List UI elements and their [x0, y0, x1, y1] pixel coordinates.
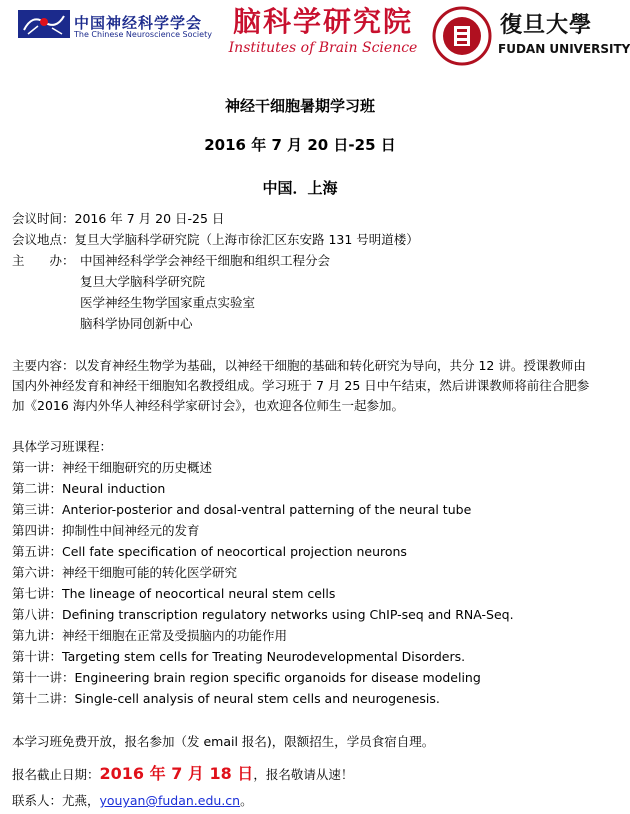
course-item: 第三讲：Anterior-posterior and dosal-ventral patterning of the neural tube	[12, 502, 472, 517]
course-item: 第六讲：神经干细胞可能的转化医学研究	[12, 565, 238, 580]
host-item: 脑科学协同创新中心	[80, 316, 193, 331]
host-label: 主 办：	[12, 253, 75, 268]
main-content: 主要内容：以发育神经生物学为基础，以神经干细胞的基础和转化研究为导向，共分 12 讲。授课教师由国内外神经发育和神经干细胞知名教授组成。学习班于 7 月 25 日中午结束，然后讲课教师将前往合肥参加《2016 海内外华人神经科学家研讨会》，也欢迎各位师生一起参加。	[12, 358, 590, 413]
header	[0, 0, 630, 72]
deadline-date: 2016 年 7 月 18 日	[99, 764, 254, 783]
ibs-logo	[228, 6, 418, 62]
course-item: 第二讲：Neural induction	[12, 481, 166, 496]
meeting-time: 会议时间：2016 年 7 月 20 日-25 日	[12, 211, 225, 226]
cns-name-en: The Chinese Neuroscience Society	[74, 30, 212, 39]
ibs-name-cn: 脑科学研究院	[232, 5, 413, 38]
event-location: 中国．上海	[262, 179, 338, 197]
neuron-icon	[18, 10, 70, 38]
event-dates: 2016 年 7 月 20 日-25 日	[204, 136, 396, 154]
deadline	[12, 762, 353, 787]
deadline-prefix: 报名截止日期：	[12, 767, 100, 782]
contact-suffix: 。	[240, 793, 253, 808]
course-item: 第四讲：抑制性中间神经元的发育	[12, 523, 200, 538]
course-item: 第九讲：神经干细胞在正常及受损脑内的功能作用	[12, 628, 288, 643]
cns-logo	[18, 10, 218, 42]
course-item: 第五讲：Cell fate specification of neocortical projection neurons	[12, 544, 407, 559]
course-item: 第七讲：The lineage of neocortical neural stem cells	[12, 586, 336, 601]
fudan-seal-icon	[432, 6, 492, 66]
host-item: 中国神经科学学会神经干细胞和组织工程分会	[80, 253, 331, 268]
cns-name-cn: 中国神经科学学会	[74, 14, 203, 32]
course-item: 第一讲：神经干细胞研究的历史概述	[12, 460, 213, 475]
host-item: 复旦大学脑科学研究院	[80, 274, 206, 289]
contact	[12, 792, 253, 810]
deadline-suffix: ，报名敬请从速！	[253, 767, 354, 782]
fudan-name-en: FUDAN UNIVERSITY	[498, 42, 630, 56]
course-item: 第十讲：Targeting stem cells for Treating Neurodevelopmental Disorders.	[12, 649, 466, 664]
ibs-name-en: Institutes of Brain Science	[228, 40, 418, 56]
fudan-name-cn: 復旦大學	[500, 12, 593, 38]
courses-heading: 具体学习班课程：	[12, 439, 113, 454]
course-item: 第十一讲：Engineering brain region specific organoids for disease modeling	[12, 670, 481, 685]
page-title: 神经干细胞暑期学习班	[224, 97, 375, 115]
meeting-place: 会议地点：复旦大学脑科学研究院（上海市徐汇区东安路 131 号明道楼）	[12, 232, 419, 247]
course-item: 第八讲：Defining transcription regulatory networks using ChIP-seq and RNA-Seq.	[12, 607, 514, 622]
contact-email-link[interactable]: youyan@fudan.edu.cn	[99, 793, 241, 808]
free-note: 本学习班免费开放，报名参加（发 email 报名)，限额招生，学员食宿自理。	[12, 734, 435, 749]
contact-prefix: 联系人：尤燕，	[12, 793, 100, 808]
course-item: 第十二讲：Single-cell analysis of neural stem cells and neurogenesis.	[12, 691, 440, 706]
host-item: 医学神经生物学国家重点实验室	[80, 295, 256, 310]
fudan-logo	[430, 4, 630, 70]
